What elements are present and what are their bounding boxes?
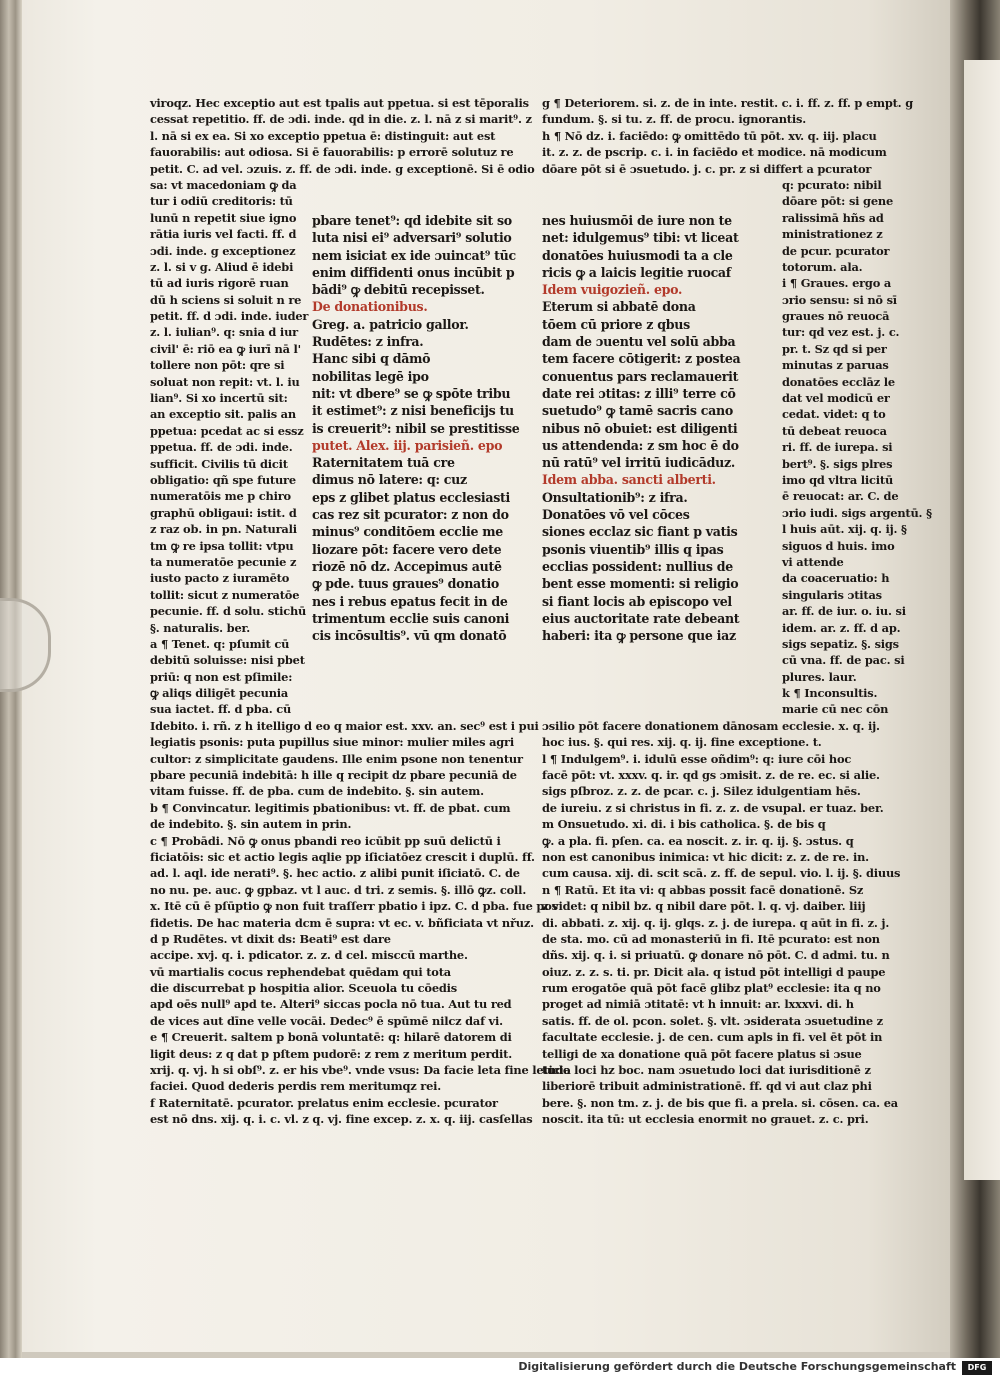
gloss-left-line: l. nā si ex ea. Si xo exceptio ppetua ē: distinguit: aut est	[150, 128, 496, 143]
gloss-right-top-line: g ¶ Deteriorem. si. z. de in inte. restit. c. i. ff. z. ff. p empt. g	[542, 96, 913, 110]
center-col1-line: De donationibus.	[312, 299, 428, 315]
facing-page-edge	[964, 60, 1000, 1180]
gloss-right-top-line: ē reuocat: ar. C. de	[782, 489, 899, 504]
center-col1-line: bādi⁹ ꝙ debitū recepisset.	[312, 282, 485, 298]
gloss-right-top-line: ɔrio iudi. sigs argentū. §	[782, 505, 932, 520]
gloss-right-top-line: dōare pōt si ē ɔsuetudo. j. c. pr. z si differt a pcurator	[542, 161, 872, 176]
gloss-right-top-line: vi attende	[782, 554, 844, 569]
gloss-left-line: debitū soluisse: nisi pbet	[150, 653, 305, 668]
gloss-right-top-line: ar. ff. de iur. o. iu. si	[782, 604, 906, 619]
main-text-column-2	[542, 212, 776, 652]
gloss-left-line: ficiatōis: sic et actio legis aqlie pp iſiciatōez crescit i duplū. ff.	[150, 849, 535, 864]
gloss-left-line: pecunie. ff. d solu. stichū	[150, 604, 307, 619]
gloss-right-top-line: dñs. xij. q. i. si priuatū. ꝙ donare nō pōt. C. d admi. tu. n	[542, 948, 890, 963]
gloss-right-top-line: graues nō reuocā	[782, 309, 890, 324]
center-col2-line: Eterum si abbatē dona	[542, 299, 696, 315]
center-col1-line: Raternitatem tuā cre	[312, 455, 455, 471]
gloss-right-top-line: minutas z paruas	[782, 358, 889, 373]
gloss-right-top-line: proget ad nimiā ɔtitatē: vt h innuit: ar. lxxxvi. di. h	[542, 997, 854, 1012]
gloss-left-line: z raz ob. in pn. Naturali	[150, 522, 297, 537]
gloss-right-top-line: ɔsilio pōt facere donationem dānosam ecclesie. x. q. ij.	[542, 718, 880, 733]
gloss-right-top-line: it. z. z. de pscrip. c. i. in faciēdo et modice. nā modicum	[542, 145, 887, 160]
gloss-right-top-line: siguos d huis. imo	[782, 538, 895, 553]
gloss-left-line: z. l. iulian⁹. q: snia d iur	[150, 325, 298, 340]
center-col2-line: bent esse momenti: si religio	[542, 576, 739, 592]
gloss-right-top-line: de iureiu. z si christus in fi. z. z. de vsupal. er tuaz. ber.	[542, 800, 884, 815]
gloss-right-top-line: pr. t. Sz qd si per	[782, 341, 887, 356]
gloss-left-line: apd oēs null⁹ apd te. Alteri⁹ siccas pocla nō tua. Aut tu red	[150, 997, 512, 1012]
gloss-left-line: ad. l. aql. ide nerati⁹. §. hec actio. z alibi punit iſiciatō. C. de	[150, 866, 520, 881]
gloss-left-line: priū: q non est pſimile:	[150, 669, 293, 684]
gloss-right-top-line: ri. ff. de iurepa. si	[782, 440, 893, 455]
gloss-left-line: cessat repetitio. ff. de ɔdi. inde. qd in die. z. l. nā z si marit⁹. z	[150, 112, 532, 127]
gloss-left-line: lunū n repetit siue igno	[150, 210, 297, 225]
gloss-right-top-line: oiuz. z. z. s. ti. pr. Dicit ala. q istud pōt intelligi d paupe	[542, 964, 886, 979]
center-col2-line: us attendenda: z sm hoc ē do	[542, 437, 739, 453]
gloss-right-top-line: l ¶ Indulgem⁹. i. idulū esse oñdim⁹: q: iure cōi hoc	[542, 751, 852, 766]
footer-credit: Digitalisierung gefördert durch die Deutsche Forschungsgemeinschaft	[518, 1360, 956, 1373]
gloss-right-top-line: cedat. videt: q to	[782, 407, 886, 422]
center-col2-line: net: idulgemus⁹ tibi: vt liceat	[542, 230, 739, 246]
center-col1-line: nit: vt dbere⁹ se ꝙ spōte tribu	[312, 385, 511, 401]
center-col1-line: luta nisi ei⁹ adversari⁹ solutio	[312, 230, 512, 246]
gloss-left-line: civil' ē: riō ea ꝙ iurī nā l'	[150, 341, 301, 356]
gloss-right-top-line: imo qd vltra licitū	[782, 472, 894, 487]
gloss-left-line: viroqz. Hec exceptio aut est tpalis aut ppetua. si est tēporalis	[150, 96, 529, 110]
center-col1-line: cis incōsultis⁹. vū qm donatō	[312, 628, 507, 644]
gloss-left-line: sua iactet. ff. d pba. cū	[150, 702, 292, 717]
gloss-left-line: ɔdi. inde. g exceptionez	[150, 243, 296, 258]
gloss-right-top-line: non est canonibus inimica: vt hic dicit: z. z. de re. in.	[542, 849, 869, 864]
center-col2-line: nibus nō obuiet: est diligenti	[542, 420, 738, 436]
gloss-left-line: pbare pecuniā indebitā: h ille q recipit dz pbare pecuniā de	[150, 768, 517, 783]
gloss-left-line: rātia iuris vel facti. ff. d	[150, 227, 297, 242]
gloss-right-top-line: l huis aūt. xij. q. ij. §	[782, 522, 907, 537]
gloss-right-top-line: fundum. §. si tu. z. ff. de procu. ignorantis.	[542, 112, 806, 127]
center-col2-line: tem facere cōtigerit: z postea	[542, 351, 741, 367]
gloss-left-line: tollere non pōt: qre si	[150, 358, 285, 373]
center-col1-line: minus⁹ conditōem ecclie me	[312, 524, 504, 540]
center-col1-line: enim diffidenti onus incūbit p	[312, 264, 515, 280]
center-col1-line: nes i rebus epatus fecit in de	[312, 593, 508, 609]
center-col2-line: ecclias possident: nullius de	[542, 558, 733, 574]
center-col1-line: putet. Alex. iij. parisieñ. epo	[312, 437, 503, 453]
center-col1-line: liozare pōt: facere vero dete	[312, 541, 502, 557]
gloss-left-line: e ¶ Creuerit. saltem p bonā voluntatē: q: hilarē datorem di	[150, 1030, 512, 1045]
gloss-right-top-line: z videt: q nibil bz. q nibil dare pōt. l. q. vj. daiber. liij	[542, 899, 866, 914]
center-col1-line: riozē nō dz. Accepimus autē	[312, 558, 502, 574]
center-col2-line: ricis ꝙ a laicis legitie ruocaf	[542, 264, 731, 280]
center-col2-line: Idem vuigozieñ. epo.	[542, 282, 683, 298]
gloss-left-line: Idebito. i. rñ. z h itelligo d eo q maior est. xxv. an. sec⁹ est i pui	[150, 718, 539, 733]
gloss-left-line: vitam fuisse. ff. de pba. cum de indebito. §. sin autem.	[150, 784, 484, 799]
gloss-right-top-line: h ¶ Nō dz. i. faciēdo: ꝙ omittēdo tū pōt. xv. q. iij. placu	[542, 128, 877, 143]
center-col2-line: nū ratū⁹ vel irritū iudicāduz.	[542, 455, 735, 471]
gloss-left-line: ta numeratōe pecunie z	[150, 554, 297, 569]
gloss-right-top-line: sigs sepatiz. §. sigs	[782, 636, 899, 651]
gloss-right-top-line: di. abbati. z. xij. q. ij. glqs. z. j. de iurepa. q aūt in fi. z. j.	[542, 915, 890, 930]
gloss-left-line: fauorabilis: aut odiosa. Si ē fauorabilis: p errorē solutuz re	[150, 145, 514, 160]
gloss-left-line: fidetis. De hac materia dcm ē supra: vt ec. v. bñficiata vt nřuz.	[150, 915, 534, 930]
center-col2-line: tōem cū priore z qbus	[542, 316, 690, 332]
gloss-left-line: ppetua: pcedat ac si essz	[150, 423, 304, 438]
gloss-left-line: sufficit. Civilis tū dicit	[150, 456, 288, 471]
gloss-left-line: ligit deus: z q dat p pſtem pudorē: z rem z meritum perdit.	[150, 1046, 512, 1061]
gloss-right-top-line: da coaceruatio: h	[782, 571, 890, 586]
gloss-left-line: soluat non repit: vt. l. iu	[150, 374, 300, 389]
center-col2-line: donatōes huiusmodi ta a cle	[542, 247, 733, 263]
gloss-right-top-line: donatōes ecclāz le	[782, 374, 895, 389]
gloss-right-top-line: ɔrio sensu: si nō sī	[782, 292, 897, 307]
gloss-left-line: a ¶ Tenet. q: pſumit cū	[150, 636, 290, 651]
gloss-right-top-line: totorum. ala.	[782, 259, 863, 274]
center-col1-line: Hanc sibi q dāmō	[312, 351, 431, 367]
gloss-left-line: ppetua. ff. de ɔdi. inde.	[150, 440, 293, 455]
gloss-right-top-line: marie cū nec cōn	[782, 702, 889, 717]
gloss-left-line: die discurrebat p hospitia alior. Sceuola tu cōedis	[150, 981, 457, 996]
main-text-column-1	[312, 212, 540, 652]
center-col1-line: Greg. a. patricio gallor.	[312, 316, 469, 332]
gloss-left-line: petit. ff. d ɔdi. inde. iuder	[150, 309, 309, 324]
gloss-right-top-line: tū debeat reuoca	[782, 423, 887, 438]
center-col2-line: eius auctoritate rate debeant	[542, 610, 740, 626]
gloss-left-line: cultor: z simplicitate gaudens. Ille enim psone non tenentur	[150, 751, 523, 766]
center-col1-line: nobilitas legē ipo	[312, 368, 429, 384]
gloss-left-line: b ¶ Convincatur. legitimis pbationibus: vt. ff. de pbat. cum	[150, 800, 511, 815]
gloss-right-top-line: satis. ff. de ol. pcon. solet. §. vlt. ɔsiderata ɔsuetudine z	[542, 1013, 883, 1028]
center-col2-line: siones ecclaz sic fiant p vatis	[542, 524, 738, 540]
gloss-right-top-line: de pcur. pcurator	[782, 243, 890, 258]
center-col2-line: date rei ɔtitas: z illi⁹ terre cō	[542, 385, 736, 401]
gloss-left-line: an exceptio sit. palis an	[150, 407, 296, 422]
gloss-left-line: est nō dns. xij. q. i. c. vl. z q. vj. fine excep. z. x. q. iij. casſellas	[150, 1112, 533, 1127]
gloss-right-top-line: bere. §. non tm. z. j. de bis que fi. a prela. si. cōsen. ca. ea	[542, 1095, 898, 1110]
gloss-right-top-line: singularis ɔtitas	[782, 587, 882, 602]
gloss-left-line: petit. C. ad vel. ɔzuis. z. ff. de ɔdi. inde. g exceptionē. Si ē odio	[150, 161, 535, 176]
gloss-right-top-line: idem. ar. z. ff. d ap.	[782, 620, 901, 635]
center-col2-line: psonis viuentib⁹ illis q ipas	[542, 541, 724, 557]
gloss-left-line: iusto pacto z iuramēto	[150, 571, 290, 586]
gloss-right-top-line: telligi de xa donatione quā pōt facere platus si ɔsue	[542, 1046, 862, 1061]
gloss-left-line: vū martialis cocus rephendebat quēdam qui tota	[150, 964, 451, 979]
gloss-left-line: z. l. si v g. Aliud ē idebi	[150, 259, 294, 274]
gloss-right-top-line: rum erogatōe quā pōt facē glibz plat⁹ ecclesie: ita q no	[542, 981, 881, 996]
gloss-left-line: tū ad iuris rigorē ruan	[150, 276, 289, 291]
gloss-left-line: obligatio: qñ spe future	[150, 472, 296, 487]
gloss-right-top-line: i ¶ Graues. ergo a	[782, 276, 892, 291]
gloss-right-top-line: noscit. ita tū: ut ecclesia enormit no grauet. z. c. pri.	[542, 1112, 869, 1127]
center-col1-line: eps z glibet platus ecclesiasti	[312, 489, 510, 505]
center-col1-line: it estimet⁹: z nisi beneficijs tu	[312, 403, 514, 419]
gloss-right-top-line: ralissimā hñs ad	[782, 210, 884, 225]
gloss-left-line: x. Itē cū ē pſūptio ꝙ non fuit traſſerr pbatio i ipz. C. d pba. fue pos	[150, 899, 558, 914]
gloss-right-top-line: tur: qd vez est. j. c.	[782, 325, 900, 340]
gloss-left-line: d p Rudētes. vt dixit ds: Beati⁹ est dare	[150, 931, 391, 946]
center-col2-line: suetudo⁹ ꝙ tamē sacris cano	[542, 403, 733, 419]
gloss-right-top-line: tudo loci hz boc. nam ɔsuetudo loci dat iurisditionē z	[542, 1063, 871, 1078]
center-col1-line: pbare tenet⁹: qd idebite sit so	[312, 213, 512, 228]
center-col2-line: haberi: ita ꝙ persone que iaz	[542, 628, 736, 644]
gloss-right-top-line: m Onsuetudo. xi. di. i bis catholica. §. de bis q	[542, 817, 826, 832]
center-col2-line: si fiant locis ab episcopo vel	[542, 593, 732, 609]
gloss-left-line: §. naturalis. ber.	[150, 620, 251, 635]
center-col1-line: dimus nō latere: q: cuz	[312, 472, 467, 488]
gloss-right-top-line: liberiorē tribuit administrationē. ff. qd vi aut claz phi	[542, 1079, 872, 1094]
center-col2-line: nes huiusmōi de iure non te	[542, 213, 732, 228]
gloss-right-top-line: ꝙ. a pla. fi. pſen. ca. ea noscit. z. ir. q. ij. §. ɔstus. q	[542, 833, 854, 848]
gloss-right-top-line: de sta. mo. cū ad monasteriū in fi. Itē pcurato: est non	[542, 931, 880, 946]
gloss-left-line: graphū obligaui: istit. d	[150, 505, 297, 520]
gloss-right-top-line: facē pōt: vt. xxxv. q. ir. qd gs ɔmisit. z. de re. ec. si alie.	[542, 768, 880, 783]
gloss-left-line: numeratōis me p chiro	[150, 489, 291, 504]
gloss-right-top-line: dat vel modicū er	[782, 391, 890, 406]
gloss-left-line: tm ꝙ re ipsa tollit: vtpu	[150, 538, 294, 553]
gloss-right-top-line: cum causa. xij. di. scit scā. z. ff. de sepul. vio. l. ij. §. diuus	[542, 866, 901, 881]
center-col1-line: nem isiciat ex ide ɔuincat⁹ tūc	[312, 247, 516, 263]
gloss-right-top-line: ministrationez z	[782, 227, 883, 242]
center-col2-line: Idem abba. sancti alberti.	[542, 472, 716, 488]
gloss-left-line: tollit: sicut z numeratōe	[150, 587, 300, 602]
gloss-left-line: de vices aut dīne velle vocāi. Dedec⁹ ē spūmē nilcz daf vi.	[150, 1013, 503, 1028]
gloss-right-top-line: facultate ecclesie. j. de cen. cum apls in fi. vel ēt pōt in	[542, 1030, 883, 1045]
gloss-left-line: sa: vt macedoniam ꝙ da	[150, 177, 297, 192]
center-col1-line: cas rez sit pcurator: z non do	[312, 507, 509, 523]
gloss-left-line: c ¶ Probādi. Nō ꝙ onus pbandi reo icūbit pp suū delictū i	[150, 833, 501, 848]
gloss-left-line: accipe. xvj. q. i. pdicator. z. z. d cel. misccū marthe.	[150, 948, 468, 963]
gloss-left-line: dū h sciens si soluit n re	[150, 292, 302, 307]
dfg-logo: DFG	[962, 1361, 992, 1375]
center-col1-line: trimentum ecclie suis canoni	[312, 610, 510, 626]
center-col2-line: conuentus pars reclamauerit	[542, 368, 739, 384]
gloss-left-line: ꝙ aliqs diligēt pecunia	[150, 686, 289, 701]
center-col2-line: Onsultationib⁹: z ifra.	[542, 489, 688, 505]
gloss-right-top-line: k ¶ Inconsultis.	[782, 686, 878, 701]
center-col1-line: Rudētes: z infra.	[312, 334, 424, 350]
gloss-left-line: de indebito. §. sin autem in prin.	[150, 817, 352, 832]
gloss-left-line: faciei. Quod dederis perdis rem meritumqz rei.	[150, 1079, 442, 1094]
gloss-right-top-line: sigs pſbroz. z. z. de pcar. c. j. Silez idulgentiam hēs.	[542, 784, 861, 799]
center-col1-line: is creuerit⁹: nibil se prestitisse	[312, 420, 520, 436]
gloss-right-top-line: plures. laur.	[782, 669, 857, 684]
gloss-right-top-line: bert⁹. §. sigs plres	[782, 456, 893, 471]
gloss-right-top-line: hoc ius. §. qui res. xij. q. ij. fine exceptione. t.	[542, 735, 822, 750]
gloss-right-top-line: n ¶ Ratū. Et ita vi: q abbas possit facē donationē. Sz	[542, 882, 864, 897]
gloss-left-line: no nu. pe. auc. ꝙ gpbaz. vt l auc. d tri. z semis. §. illō ꝙz. coll.	[150, 882, 527, 897]
gloss-right-top-line: dōare pōt: si gene	[782, 194, 893, 209]
gloss-right-top-line: q: pcurato: nibil	[782, 177, 882, 192]
gloss-left-line: f Raternitatē. pcurator. prelatus enim ecclesie. pcurator	[150, 1095, 498, 1110]
gloss-right-top-line: cū vna. ff. de pac. si	[782, 653, 905, 668]
gloss-left-line: legiatis psonis: puta pupillus siue minor: mulier miles agri	[150, 735, 514, 750]
center-col2-line: Donatōes vō vel cōces	[542, 507, 690, 523]
gloss-left-line: xrij. q. vj. h si obſ⁹. z. er his vbe⁹. vnde vsus: Da facie leta fine leticia	[150, 1063, 571, 1078]
gloss-left-line: lian⁹. Si xo incertū sit:	[150, 391, 288, 406]
center-col2-line: dam de ɔuentu vel solū abba	[542, 334, 736, 350]
center-col1-line: ꝙ pde. tuus graues⁹ donatio	[312, 576, 500, 592]
gloss-left-line: tur i odiū creditoris: tū	[150, 194, 293, 209]
